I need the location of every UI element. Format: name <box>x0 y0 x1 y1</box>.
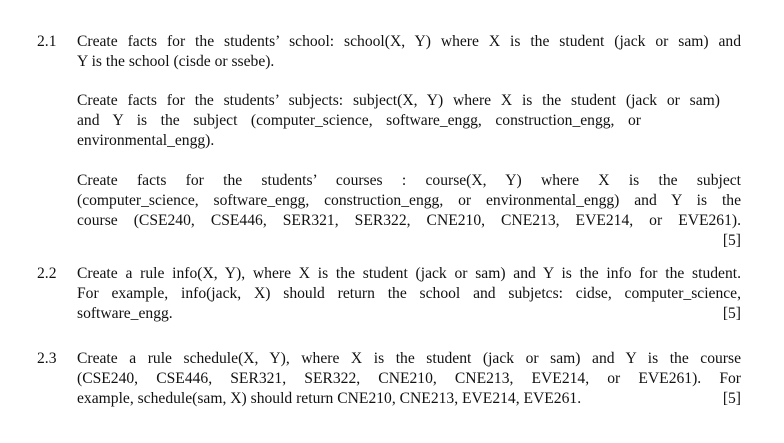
text-line: Create facts for the students’ school: school(X, Y) where X is the student (jack or sam) and <box>77 33 741 50</box>
question-number: 2.1 <box>37 33 57 50</box>
paragraph-subject-facts <box>77 91 741 151</box>
text-line: (CSE240, CSE446, SER321, SER322, CNE210, CNE213, EVE214, or EVE261). For <box>77 370 741 387</box>
paragraph-school-facts <box>77 32 741 72</box>
paragraph-info-rule <box>77 264 741 324</box>
text-line: Y is the school (cisde or ssebe). <box>77 53 275 70</box>
text-line <box>77 304 741 324</box>
text-line: Create a rule info(X, Y), where X is the student (jack or sam) and Y is the info for the student. <box>77 265 741 282</box>
text-line: course (CSE240, CSE446, SER321, SER322, CNE210, CNE213, EVE214, or EVE261). <box>77 212 741 229</box>
marks: [5] <box>722 305 741 322</box>
text-line-content: software_engg. <box>77 305 173 322</box>
question-body <box>77 264 741 324</box>
text-line: Create facts for the students’ courses : course(X, Y) where X is the subject <box>77 172 741 189</box>
text-line: (computer_science, software_engg, construction_engg, or environmental_engg) and Y is the <box>77 192 741 209</box>
question-number: 2.3 <box>37 350 57 367</box>
text-line: Create facts for the students’ subjects: subject(X, Y) where X is the student (jack or sam) <box>77 92 720 109</box>
paragraph-course-facts <box>77 171 741 251</box>
paragraph-schedule-rule <box>77 349 741 409</box>
question-body <box>77 349 741 409</box>
text-line-content: example, schedule(sam, X) should return CNE210, CNE213, EVE214, EVE261. <box>77 390 582 407</box>
text-line: Create a rule schedule(X, Y), where X is the student (jack or sam) and Y is the course <box>77 350 741 367</box>
text-line: and Y is the subject (computer_science, software_engg, construction_engg, or <box>77 112 641 129</box>
text-line: environmental_engg). <box>77 132 215 149</box>
marks: [5] <box>722 390 741 407</box>
marks: [5] <box>722 232 741 249</box>
text-line: For example, info(jack, X) should return the school and subjetcs: cidse, computer_science, <box>77 285 741 302</box>
text-line <box>77 389 741 409</box>
question-number: 2.2 <box>37 265 57 282</box>
